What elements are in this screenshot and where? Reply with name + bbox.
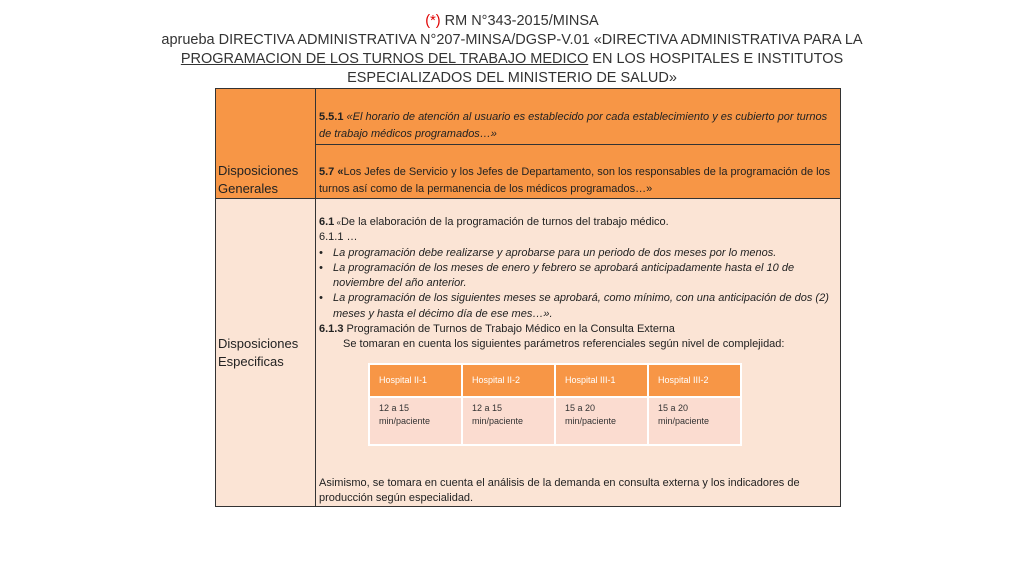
asterisk-marker: (*) <box>425 13 441 29</box>
hospital-header: Hospital III-2 <box>648 364 741 397</box>
time-cell: 15 a 20 min/paciente <box>648 397 741 445</box>
bullet-item: • La programación de los siguientes meses se aprobará, como mínimo, con una anticipación de dos (2) meses y hasta el décimo día de ese mes…». <box>319 292 829 320</box>
generales-label-cell <box>216 89 316 199</box>
p1-text: «El horario de atención al usuario es establecido por cada establecimiento y es cubierto por turnos de trabajo médicos programados…» <box>319 111 828 140</box>
directive-table <box>215 88 841 507</box>
p2-number: 5.7 « <box>319 166 344 178</box>
time-cell: 15 a 20 min/paciente <box>555 397 648 445</box>
h1-quote: « <box>334 218 341 227</box>
gen-paragraph-1 <box>316 89 841 145</box>
esp-closing: Asimismo, se tomara en cuenta el análisis de la demanda en consulta externa y los indicadores de producción según especialidad. <box>319 476 800 504</box>
generales-label: Disposiciones Generales <box>218 163 299 196</box>
h2-text: Programación de Turnos de Trabajo Médico en la Consulta Externa <box>343 323 675 336</box>
hospital-header: Hospital II-2 <box>462 364 555 397</box>
especificas-label-cell <box>216 199 316 507</box>
time-cell: 12 a 15 min/paciente <box>462 397 555 445</box>
esp-intro: Se tomaran en cuenta los siguientes parámetros referenciales según nivel de complejidad: <box>343 338 785 351</box>
hospital-header: Hospital III-1 <box>555 364 648 397</box>
h1-number: 6.1 <box>319 216 335 228</box>
bullet-item: • La programación de los meses de enero y febrero se aprobará anticipadamente hasta el 10 de noviembre del año anterior. <box>319 261 795 290</box>
esp-heading-1 <box>319 215 837 230</box>
esp-heading-2 <box>319 322 837 337</box>
esp-subheading: 6.1.1 … <box>319 231 358 244</box>
title-underlined: PROGRAMACION DE LOS TURNOS DEL TRABAJO MEDICO <box>180 51 589 67</box>
h1-text: De la elaboración de la programación de turnos del trabajo médico. <box>340 216 669 228</box>
time-cell: 12 a 15 min/paciente <box>369 397 462 445</box>
hospital-parameters-table <box>368 363 742 446</box>
title-line-3-rest: EN LOS HOSPITALES E INSTITUTOS <box>588 51 844 67</box>
p2-text: Los Jefes de Servicio y los Jefes de Departamento, son los responsables de la programación de los turnos así como de la permanencia de los médicos programados…» <box>319 166 831 195</box>
p1-number: 5.5.1 <box>319 111 344 123</box>
page-title <box>150 12 874 88</box>
title-line-2: aprueba DIRECTIVA ADMINISTRATIVA N°207-MINSA/DGSP-V.01 «DIRECTIVA ADMINISTRATIVA PARA LA <box>161 32 863 48</box>
especificas-label: Disposiciones Especificas <box>218 335 299 369</box>
h2-number: 6.1.3 <box>319 323 344 336</box>
resolution-number: RM N°343-2015/MINSA <box>440 13 599 29</box>
bullet-item: • La programación debe realizarse y aprobarse para un periodo de dos meses por lo menos. <box>319 246 777 259</box>
esp-content <box>316 199 841 507</box>
gen-paragraph-2 <box>316 145 841 199</box>
hospital-header: Hospital II-1 <box>369 364 462 397</box>
title-line-4: ESPECIALIZADOS DEL MINISTERIO DE SALUD» <box>347 70 677 86</box>
